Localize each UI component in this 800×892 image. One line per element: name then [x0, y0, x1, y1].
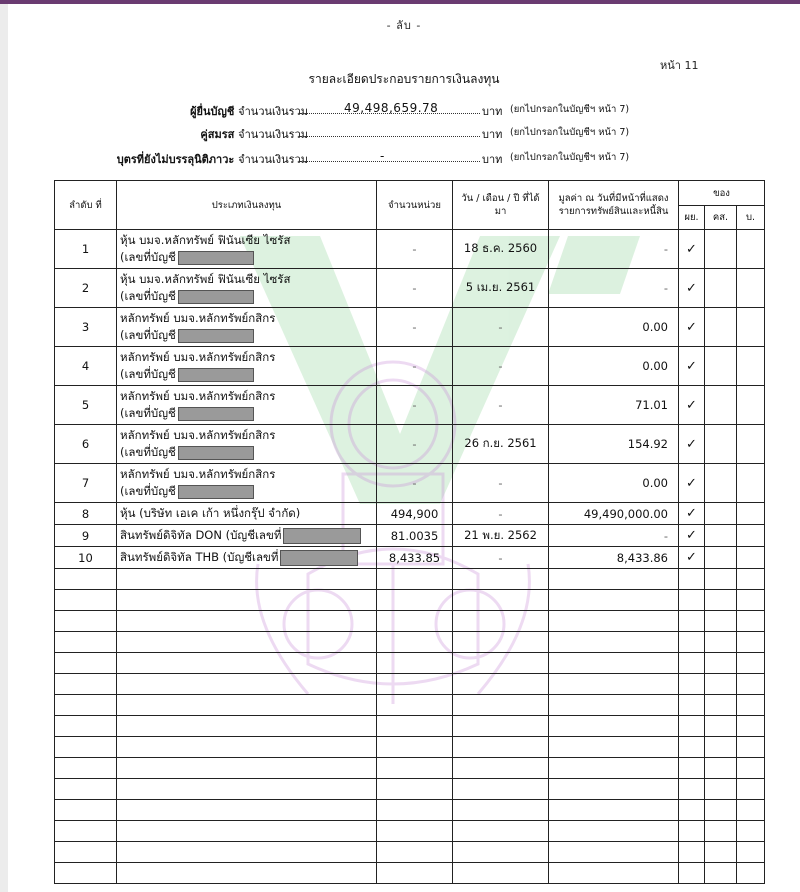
table-row: [55, 347, 765, 386]
summary-unit: บาท: [482, 153, 503, 166]
cell-type: หลักทรัพย์ บมจ.หลักทรัพย์กสิกร (เลขที่บัญชี: [117, 464, 377, 503]
table-row: [55, 386, 765, 425]
document-page: [8, 4, 800, 892]
cell-type: หลักทรัพย์ บมจ.หลักทรัพย์กสิกร (เลขที่บัญชี: [117, 425, 377, 464]
redacted-account-number: [178, 290, 254, 304]
empty-row: [55, 842, 765, 863]
cell-value: -: [549, 525, 679, 547]
cell-no: 7: [55, 464, 117, 503]
summary-line-declarant: [8, 102, 800, 118]
empty-row: [55, 821, 765, 842]
summary-note: (ยกไปกรอกในบัญชีฯ หน้า 7): [510, 127, 630, 138]
header-owner-child: บ.: [737, 206, 765, 230]
summary-value: -: [380, 149, 385, 163]
cell-type: หลักทรัพย์ บมจ.หลักทรัพย์กสิกร (เลขที่บัญชี: [117, 308, 377, 347]
table-header-row: [55, 181, 765, 206]
cell-no: 9: [55, 525, 117, 547]
redacted-account-number: [178, 251, 254, 265]
check-icon: ✓: [679, 547, 705, 569]
table-row: [55, 503, 765, 525]
empty-row: [55, 863, 765, 884]
check-icon: ✓: [679, 230, 705, 269]
empty-row: [55, 611, 765, 632]
empty-row: [55, 737, 765, 758]
cell-units: -: [377, 464, 453, 503]
cell-no: 1: [55, 230, 117, 269]
redacted-account-number: [178, 446, 254, 460]
cell-value: 8,433.86: [549, 547, 679, 569]
header-date: วัน / เดือน / ปี ที่ได้มา: [453, 181, 549, 230]
summary-note: (ยกไปกรอกในบัญชีฯ หน้า 7): [510, 104, 630, 115]
summary-unit: บาท: [482, 105, 503, 118]
summary-label: คู่สมรส จำนวนเงินรวม: [200, 128, 308, 141]
cell-value: 0.00: [549, 464, 679, 503]
summary-unit: บาท: [482, 128, 503, 141]
cell-type: หุ้น บมจ.หลักทรัพย์ ฟินันเซีย ไซรัส (เลขที่บัญชี: [117, 230, 377, 269]
dotted-line: [300, 161, 480, 162]
summary-value: 49,498,659.78: [344, 101, 439, 115]
header-no: ลำดับ ที่: [55, 181, 117, 230]
table-row: [55, 464, 765, 503]
cell-units: 8,433.85: [377, 547, 453, 569]
empty-row: [55, 632, 765, 653]
table-row: [55, 547, 765, 569]
cell-no: 4: [55, 347, 117, 386]
table-row: [55, 269, 765, 308]
cell-no: 6: [55, 425, 117, 464]
cell-type: สินทรัพย์ดิจิทัล THB (บัญชีเลขที่: [117, 547, 377, 569]
summary-line-children: [8, 150, 800, 166]
investment-table: [54, 180, 765, 884]
cell-type: หลักทรัพย์ บมจ.หลักทรัพย์กสิกร (เลขที่บัญชี: [117, 386, 377, 425]
empty-row: [55, 653, 765, 674]
table-row: [55, 230, 765, 269]
cell-date: 21 พ.ย. 2562: [453, 525, 549, 547]
secret-mark: - ลับ -: [386, 19, 422, 32]
cell-date: -: [453, 503, 549, 525]
redacted-account-number: [178, 329, 254, 343]
cell-units: 81.0035: [377, 525, 453, 547]
check-icon: ✓: [679, 308, 705, 347]
redacted-account-number: [178, 485, 254, 499]
cell-no: 10: [55, 547, 117, 569]
summary-label: ผู้ยื่นบัญชี จำนวนเงินรวม: [190, 105, 308, 118]
cell-units: -: [377, 269, 453, 308]
redacted-account-number: [178, 407, 254, 421]
cell-date: -: [453, 308, 549, 347]
cell-value: -: [549, 230, 679, 269]
table-row: [55, 308, 765, 347]
redacted-account-number: [280, 550, 358, 566]
cell-value: 0.00: [549, 347, 679, 386]
check-icon: ✓: [679, 425, 705, 464]
cell-value: 71.01: [549, 386, 679, 425]
cell-value: -: [549, 269, 679, 308]
empty-row: [55, 674, 765, 695]
header-owner: ของ: [679, 181, 765, 206]
table-row: [55, 425, 765, 464]
redacted-account-number: [283, 528, 361, 544]
cell-date: 5 เม.ย. 2561: [453, 269, 549, 308]
cell-date: 26 ก.ย. 2561: [453, 425, 549, 464]
empty-row: [55, 758, 765, 779]
cell-no: 5: [55, 386, 117, 425]
dotted-line: [300, 136, 480, 137]
cell-no: 8: [55, 503, 117, 525]
cell-units: 494,900: [377, 503, 453, 525]
check-icon: ✓: [679, 386, 705, 425]
header-owner-declarant: ผย.: [679, 206, 705, 230]
cell-type: สินทรัพย์ดิจิทัล DON (บัญชีเลขที่: [117, 525, 377, 547]
cell-value: 154.92: [549, 425, 679, 464]
table-row: [55, 525, 765, 547]
empty-row: [55, 590, 765, 611]
cell-type: หุ้น บมจ.หลักทรัพย์ ฟินันเซีย ไซรัส (เลขที่บัญชี: [117, 269, 377, 308]
cell-no: 2: [55, 269, 117, 308]
empty-row: [55, 569, 765, 590]
summary-note: (ยกไปกรอกในบัญชีฯ หน้า 7): [510, 152, 630, 163]
cell-units: -: [377, 347, 453, 386]
cell-date: 18 ธ.ค. 2560: [453, 230, 549, 269]
cell-value: 49,490,000.00: [549, 503, 679, 525]
header-value: มูลค่า ณ วันที่มีหน้าที่แสดง รายการทรัพย์สินและหนี้สิน: [549, 181, 679, 230]
empty-row: [55, 779, 765, 800]
cell-units: -: [377, 386, 453, 425]
page-number: หน้า 11: [660, 59, 699, 72]
cell-units: -: [377, 230, 453, 269]
cell-date: -: [453, 464, 549, 503]
cell-date: -: [453, 547, 549, 569]
summary-label: บุตรที่ยังไม่บรรลุนิติภาวะ จำนวนเงินรวม: [116, 153, 308, 166]
check-icon: ✓: [679, 503, 705, 525]
header-type: ประเภทเงินลงทุน: [117, 181, 377, 230]
summary-line-spouse: [8, 125, 800, 141]
cell-units: -: [377, 308, 453, 347]
check-icon: ✓: [679, 347, 705, 386]
cell-date: -: [453, 386, 549, 425]
header-owner-spouse: คส.: [705, 206, 737, 230]
check-icon: ✓: [679, 269, 705, 308]
check-icon: ✓: [679, 525, 705, 547]
redacted-account-number: [178, 368, 254, 382]
empty-row: [55, 800, 765, 821]
empty-row: [55, 716, 765, 737]
cell-date: -: [453, 347, 549, 386]
cell-units: -: [377, 425, 453, 464]
header-units: จำนวนหน่วย: [377, 181, 453, 230]
check-icon: ✓: [679, 464, 705, 503]
cell-type: หลักทรัพย์ บมจ.หลักทรัพย์กสิกร (เลขที่บัญชี: [117, 347, 377, 386]
cell-value: 0.00: [549, 308, 679, 347]
cell-no: 3: [55, 308, 117, 347]
empty-row: [55, 695, 765, 716]
cell-type: หุ้น (บริษัท เอเค เก้า หนึ่งกรุ๊ป จำกัด): [117, 503, 377, 525]
page-title: รายละเอียดประกอบรายการเงินลงทุน: [308, 72, 500, 86]
